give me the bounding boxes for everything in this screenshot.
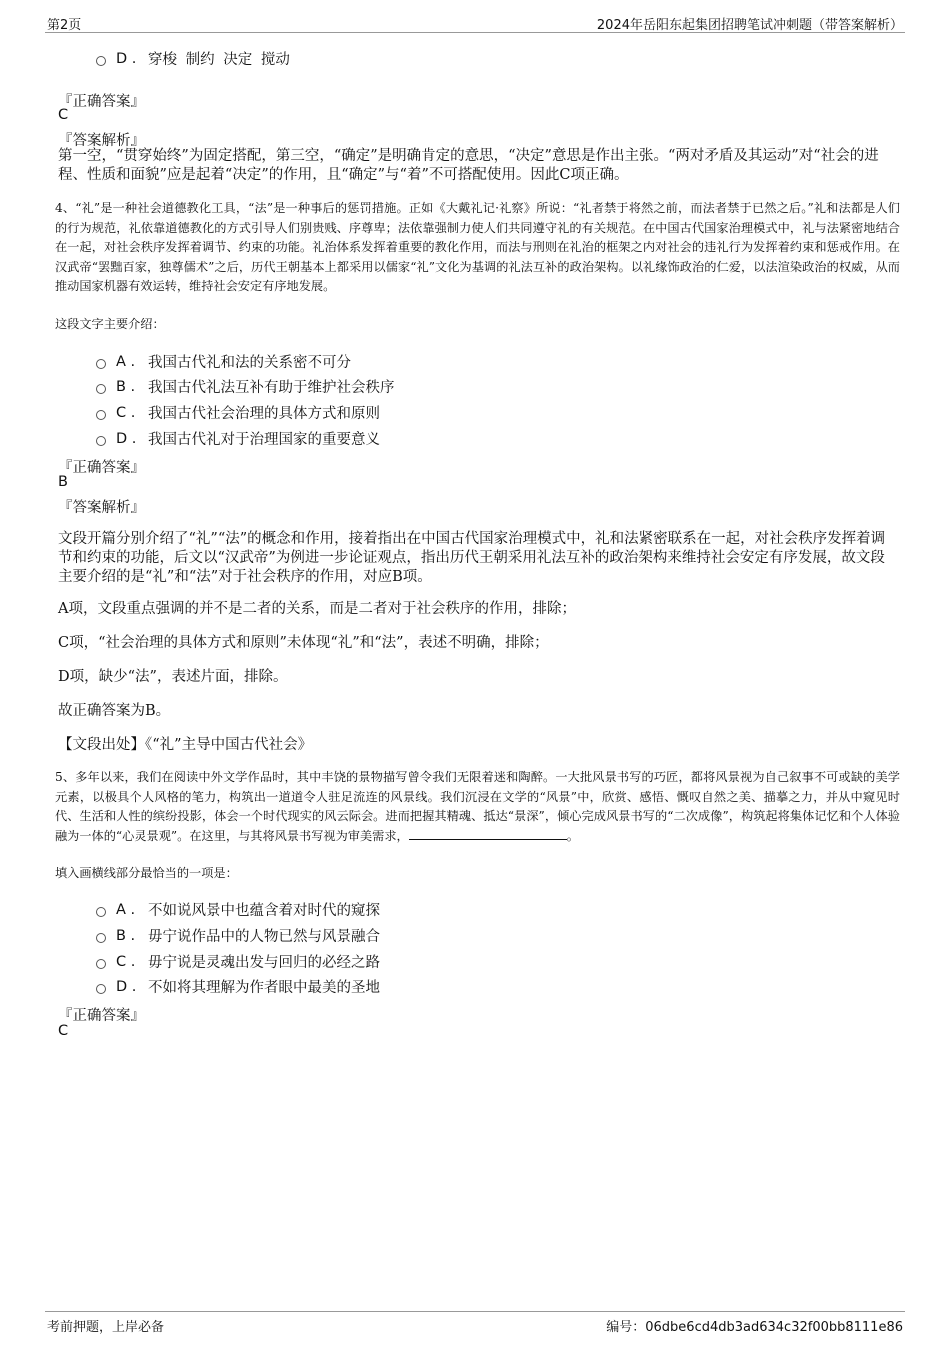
q3-answer: C (58, 107, 69, 123)
radio-icon[interactable] (96, 933, 106, 943)
q4-option-c[interactable]: C . 我国古代社会治理的具体方式和原则 (96, 402, 380, 423)
q5-question: 填入画横线部分最恰当的一项是： (55, 866, 238, 880)
q5-answer-label: 『正确答案』 (58, 1008, 145, 1024)
q4-option-b[interactable]: B . 我国古代礼法互补有助于维护社会秩序 (96, 376, 395, 397)
q4-analysis-main: 文段开篇分别介绍了“礼”“法”的概念和作用，接着指出在中国古代国家治理模式中，礼和法紧密联系在一起，对社会秩序发挥着调节和约束的功能，后文以“汉武帝”为例进一步论证观点，指出历代王朝采用礼法互补的政治架构来维持社会安定有序发展，故文段主要介绍的是“礼”和“法”对于社会秩序的作用，对应B项。 (58, 531, 886, 585)
q4-option-a[interactable]: A . 我国古代礼和法的关系密不可分 (96, 351, 351, 372)
radio-icon[interactable] (96, 359, 106, 369)
document-id: 编号：06dbe6cd4db3ad634c32f00bb8111e86 (606, 1320, 903, 1335)
q5-option-c[interactable]: C . 毋宁说是灵魂出发与回归的必经之路 (96, 951, 380, 972)
radio-icon[interactable] (96, 56, 106, 66)
q5-answer: C (58, 1023, 69, 1039)
q3-analysis-label: 『答案解析』 (58, 133, 145, 149)
q4-question: 这段文字主要介绍： (55, 317, 165, 331)
footer-slogan: 考前押题，上岸必备 (47, 1320, 165, 1335)
q4-analysis-label: 『答案解析』 (58, 500, 145, 516)
page-number: 第2页 (47, 18, 82, 33)
q4-analysis-a: A项，文段重点强调的并不是二者的关系，而是二者对于社会秩序的作用，排除； (58, 601, 576, 617)
q5-option-d[interactable]: D . 不如将其理解为作者眼中最美的圣地 (96, 976, 380, 997)
q4-option-d[interactable]: D . 我国古代礼对于治理国家的重要意义 (96, 428, 380, 449)
q4-analysis-c: C项，“社会治理的具体方式和原则”未体现“礼”和“法”，表述不明确，排除； (58, 635, 549, 651)
q4-source: 【文段出处】《“礼”主导中国古代社会》 (58, 737, 313, 753)
page-header (45, 12, 905, 33)
q4-passage: 4、“礼”是一种社会道德教化工具，“法”是一种事后的惩罚措施。正如《大戴礼记·礼察》所说：“礼者禁于将然之前，而法者禁于已然之后。”礼和法都是人们的行为规范，礼依靠道德教化的方式引导人们别贵贱、序尊卑；法依靠强制力使人们共同遵守礼的有关规范。在中国古代国家治理模式中，礼与法紧密地结合在一起，对社会秩序发挥着调节、约束的功能。礼治体系发挥着重要的教化作用，而法与刑则在礼治的框架之内对社会的违礼行为发挥着约束和惩戒作用。在汉武帝“罢黜百家，独尊儒术”之后，历代王朝基本上都采用以儒家“礼”文化为基调的礼法互补的政治架构。以礼缘饰政治的仁爱，以法渲染政治的权威，从而推动国家机器有效运转，维持社会安定有序地发展。 (55, 201, 900, 293)
fill-blank (409, 827, 567, 840)
page-footer (45, 1311, 905, 1336)
q3-option-d[interactable]: D . 穿梭 制约 决定 搅动 (96, 48, 290, 69)
radio-icon[interactable] (96, 984, 106, 994)
radio-icon[interactable] (96, 384, 106, 394)
radio-icon[interactable] (96, 436, 106, 446)
q4-conclusion: 故正确答案为B。 (58, 703, 171, 719)
q5-option-b[interactable]: B . 毋宁说作品中的人物已然与风景融合 (96, 925, 380, 946)
q3-answer-label: 『正确答案』 (58, 94, 145, 110)
radio-icon[interactable] (96, 959, 106, 969)
q5-passage: 5、多年以来，我们在阅读中外文学作品时，其中丰饶的景物描写曾令我们无限着迷和陶醉。一大批风景书写的巧匠，都将风景视为自己叙事不可或缺的美学元素，以极具个人风格的笔力，构筑出一道道令人驻足流连的风景线。我们沉浸在文学的“风景”中，欣赏、感悟、慨叹自然之美、描摹之力，并从中窥见时代、生活和人性的缤纷投影，体会一个时代现实的风云际会。进而把握其精魂、抵达“景深”，倾心完成风景书写的“二次成像”，构筑起将集体记忆和个人体验融为一体的“心灵景观”。在这里，与其将风景书写视为审美需求， 。 (55, 770, 900, 843)
q4-analysis-d: D项，缺少“法”，表述片面，排除。 (58, 669, 288, 685)
q4-answer: B (58, 474, 68, 490)
q5-option-a[interactable]: A . 不如说风景中也蕴含着对时代的窥探 (96, 899, 380, 920)
q4-answer-label: 『正确答案』 (58, 460, 145, 476)
radio-icon[interactable] (96, 907, 106, 917)
q3-analysis: 第一空，“贯穿始终”为固定搭配，第三空，“确定”是明确肯定的意思，“决定”意思是作出主张。“两对矛盾及其运动”对“社会的进程、性质和面貌”应是起着“决定”的作用，且“确定”与“着”不可搭配使用。因此C项正确。 (58, 148, 879, 183)
radio-icon[interactable] (96, 410, 106, 420)
document-title: 2024年岳阳东起集团招聘笔试冲刺题（带答案解析） (596, 18, 903, 33)
